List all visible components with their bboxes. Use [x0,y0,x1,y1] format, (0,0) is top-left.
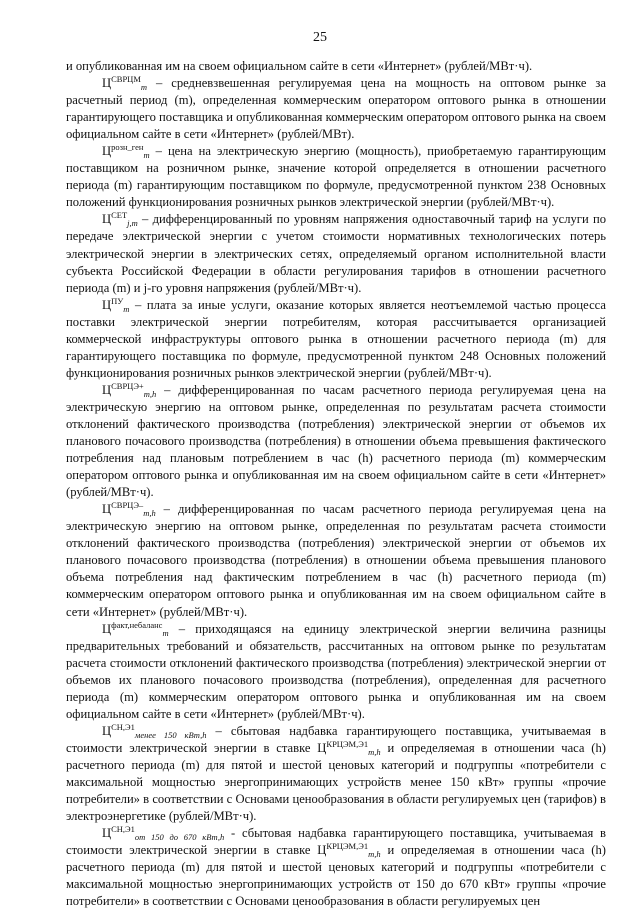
definition-text: – дифференцированная по часам расчетного периода регулируемая цена на электрическую энергию на оптовом рынке, определенная по результатам расчета стоимости отклонений фактического производства (потребления) электрической энергии от объемов их планового почасового производства (потребления) в отношении объема превышения планового объема потребления над фактическим потреблением в час (h) расчетного периода (m) коммерческим оператором оптового рынка и опубликованная им на своем официальном сайте в сети «Интернет» (рублей/МВт·ч). [66,502,606,619]
definition-text: и определяемая в отношении часа (h) расчетного периода (m) для пятой и шестой ценовых категорий и подгруппы «потребители с максимальной мощностью энергопринимающих устройств менее 150 кВт» группы «прочие потребители» в соответствии с Основами ценообразования в области регулируемых цен (тарифов) в электроэнергетике (рублей/МВт·ч). [66,740,606,824]
paragraph-text: и опубликованная им на своем официальном сайте в сети «Интернет» (рублей/МВт·ч). [66,59,533,73]
definition-text: – плата за иные услуги, оказание которых является неотъемлемой частью процесса поставки электрической энергии потребителям, которая рассчитывается организацией коммерческой инфраструктуры оптового рынка в отношении расчетного периода (m) для гарантирующего поставщика по формуле, предусмотренной пунктом 248 Основных положений функционирования розничных рынков электрической энергии (рублей/МВт·ч). [66,297,606,380]
formula-symbol: $Ц^{СН,Э1}_{менее 150 кВт,h}$ [102,721,207,740]
definition-svrce-minus [66,501,606,620]
paragraph-continuation [66,58,606,75]
definition-text: – дифференцированная по часам расчетного периода регулируемая цена на электрическую энергию на оптовом рынке, определенная по результатам расчета стоимости отклонений фактического производства (потребления) электрической энергии от объемов их планового почасового производства (потребления) в отношении объема превышения фактического потребления над плановым потреблением в час (h) расчетного периода (m) коммерческим оператором оптового рынка и опубликованная им на своем официальном сайте в сети «Интернет» (рублей/МВт·ч). [66,382,606,500]
definition-text: и определяемая в отношении часа (h) расчетного периода (m) для пятой и шестой ценовых категорий и подгруппы «потребители с максимальной мощностью энергопринимающих устройств от 150 до 670 кВт» группы «прочие потребители» в соответствии с Основами ценообразования в области регулируемых цен [66,843,606,909]
formula-symbol-inline: $Ц^{КРЦЭМ,Э1}_{m,h}$ [317,738,381,757]
definition-sn-less-150 [66,723,606,825]
definition-text: - сбытовая надбавка гарантирующего поставщика, учитываемая в стоимости электрической энергии в ставке [66,826,607,858]
definition-sn-150-670 [66,825,606,910]
formula-symbol: $Ц^{СВРЦМ}_m$ [102,74,148,93]
definition-rozn-gen [66,143,606,211]
formula-symbol: $Ц^{факт,небаланс}_m$ [102,619,169,638]
definition-text: – приходящаяся на единицу электрической энергии величина разницы предварительных требований и обязательств, рассчитанных на оптовом рынке по результатам расчета стоимости отклонений фактического производства (потребления) электрической энергии от объемов их планового почасового производства (потребления), определенная для расчетного периода (m) коммерческим оператором оптового рынка и опубликованная им на своем официальном сайте в сети «Интернет» (рублей/МВт·ч). [66,621,606,721]
page-number: 25 [313,30,327,45]
definition-svrce-plus [66,382,606,501]
definition-set [66,211,606,296]
definition-text: – средневзвешенная регулируемая цена на мощность на оптовом рынке за расчетный период (m), определенная коммерческим оператором оптового рынка в отношении гарантирующего поставщика и опубликованная коммерческим оператором оптового рынка на своем официальном сайте в сети «Интернет» (рублей/МВт). [66,76,606,142]
formula-symbol: $Ц^{розн\_ген}_m$ [102,142,150,161]
formula-symbol: $Ц^{СН,Э1}_{от 150 до 670 кВт,h}$ [102,824,225,843]
document-body [66,58,606,910]
definition-fakt-nebalans [66,621,606,723]
formula-symbol: $Ц^{СВРЦЭ+}_{m,h}$ [102,380,157,399]
formula-symbol: $Ц^{СВРЦЭ-}_{m,h}$ [102,500,156,519]
definition-pu [66,297,606,382]
definition-text: – цена на электрическую энергию (мощность), приобретаемую гарантирующим поставщиком на розничном рынке, значение которой определяется в отношении расчетного периода (m) гарантирующим поставщиком по формуле, предусмотренной пунктом 238 Основных положений функционирования розничных рынков электрической энергии (рублей/МВт·ч). [66,144,606,210]
formula-symbol: $Ц^{ПУ}_m$ [102,295,130,314]
formula-symbol-inline: $Ц^{КРЦЭМ,Э1}_{m,h}$ [317,841,381,860]
definition-svrcm [66,75,606,143]
definition-text: – дифференцированный по уровням напряжения одноставочный тариф на услуги по передаче электрической энергии с учетом стоимости нормативных технологических потерь электрической энергии в электрических сетях, определяемый органом исполнительной власти субъекта Российской Федерации в области регулирования тарифов в отношении расчетного периода (m) и j-го уровня напряжения (рублей/МВт·ч). [66,212,606,295]
definition-text: – сбытовая надбавка гарантирующего поставщика, учитываемая в стоимости электрической энергии в ставке [66,723,606,755]
formula-symbol: $Ц^{СЕТ}_{j,m}$ [102,210,138,229]
